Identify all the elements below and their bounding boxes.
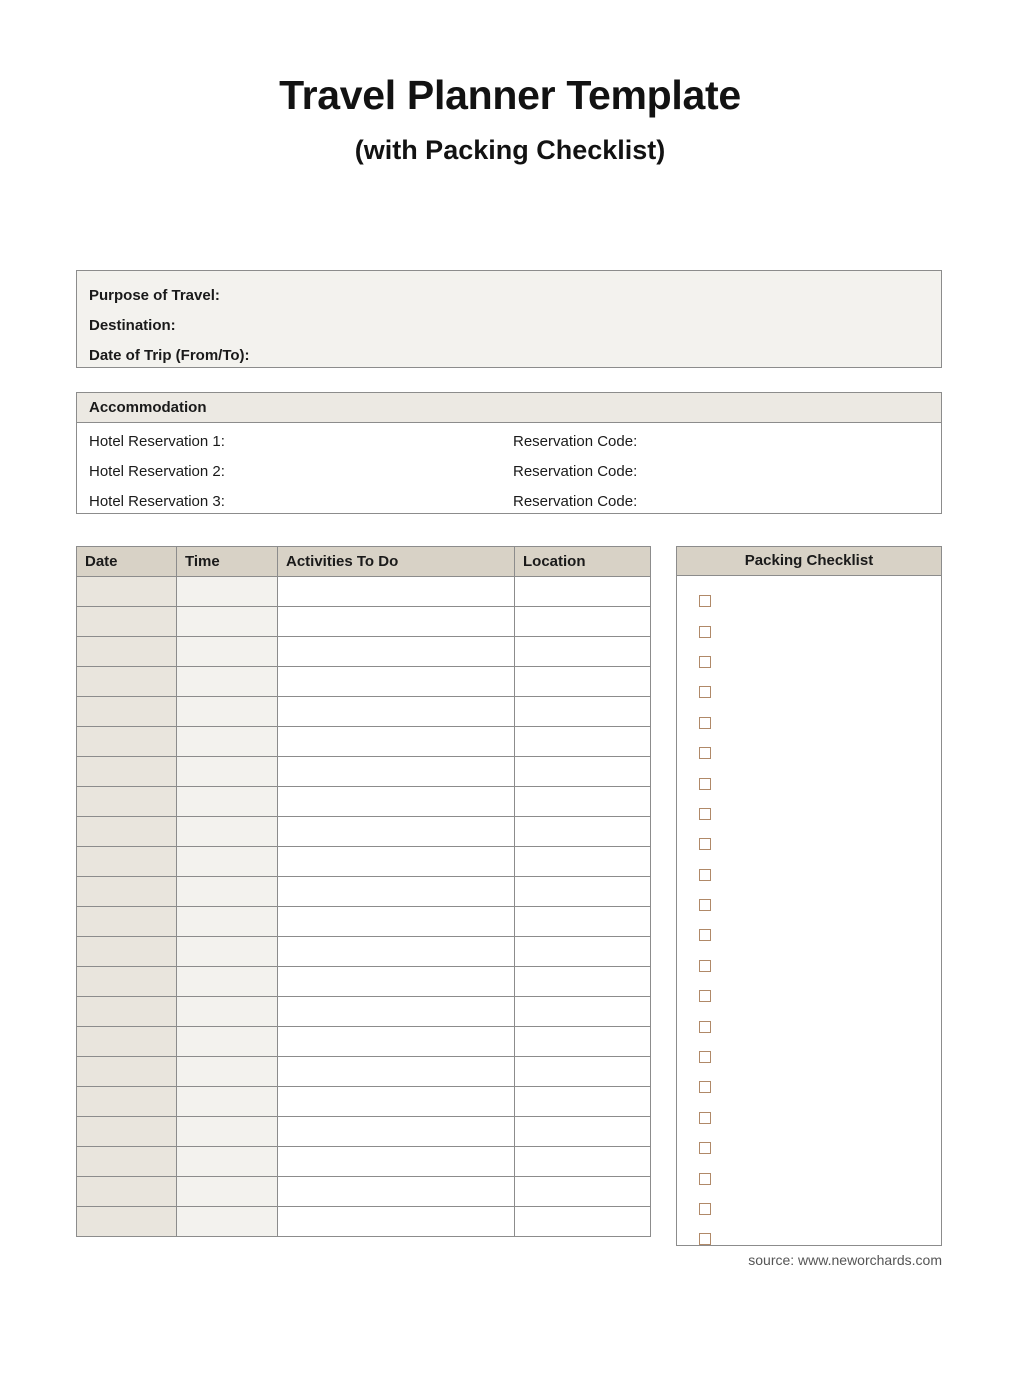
checkbox-icon[interactable] [699, 1233, 711, 1245]
cell-time[interactable] [177, 967, 278, 997]
cell-location[interactable] [515, 667, 651, 697]
cell-date[interactable] [77, 607, 177, 637]
checkbox-icon[interactable] [699, 1173, 711, 1185]
checkbox-icon[interactable] [699, 717, 711, 729]
itinerary-table [76, 546, 651, 1237]
table-row [77, 637, 651, 667]
table-row [77, 727, 651, 757]
list-item[interactable] [699, 829, 941, 859]
list-item[interactable] [699, 860, 941, 890]
list-item[interactable] [699, 768, 941, 798]
cell-activities[interactable] [278, 577, 515, 607]
cell-activities[interactable] [278, 697, 515, 727]
cell-activities[interactable] [278, 1087, 515, 1117]
table-row [77, 1087, 651, 1117]
list-item[interactable] [699, 951, 941, 981]
table-row [77, 817, 651, 847]
document-page [0, 72, 1020, 1392]
checkbox-icon[interactable] [699, 960, 711, 972]
trip-info-row[interactable] [89, 341, 941, 371]
cell-location[interactable] [515, 937, 651, 967]
cell-date[interactable] [77, 577, 177, 607]
cell-activities[interactable] [278, 1057, 515, 1087]
cell-date[interactable] [77, 847, 177, 877]
accommodation-rows [77, 423, 941, 517]
cell-date[interactable] [77, 727, 177, 757]
cell-activities[interactable] [278, 727, 515, 757]
list-item[interactable] [699, 1163, 941, 1193]
cell-time[interactable] [177, 697, 278, 727]
trip-info-box [76, 270, 942, 368]
cell-activities[interactable] [278, 1177, 515, 1207]
checkbox-icon[interactable] [699, 1142, 711, 1154]
list-item[interactable] [699, 647, 941, 677]
cell-time[interactable] [177, 937, 278, 967]
cell-location[interactable] [515, 1177, 651, 1207]
cell-location[interactable] [515, 577, 651, 607]
cell-activities[interactable] [278, 1147, 515, 1177]
cell-date[interactable] [77, 1117, 177, 1147]
cell-time[interactable] [177, 1117, 278, 1147]
checkbox-icon[interactable] [699, 808, 711, 820]
cell-date[interactable] [77, 997, 177, 1027]
column-header-time: Time [177, 547, 278, 577]
table-row [77, 1117, 651, 1147]
checkbox-icon[interactable] [699, 1081, 711, 1093]
cell-date[interactable] [77, 907, 177, 937]
cell-date[interactable] [77, 817, 177, 847]
cell-activities[interactable] [278, 1117, 515, 1147]
list-item[interactable] [699, 1194, 941, 1224]
cell-activities[interactable] [278, 967, 515, 997]
table-row [77, 577, 651, 607]
checkbox-icon[interactable] [699, 1021, 711, 1033]
cell-location[interactable] [515, 697, 651, 727]
list-item[interactable] [699, 1103, 941, 1133]
cell-time[interactable] [177, 877, 278, 907]
reservation-code-2-label: Reservation Code: [513, 463, 638, 480]
list-item[interactable] [699, 1072, 941, 1102]
checkbox-icon[interactable] [699, 899, 711, 911]
cell-activities[interactable] [278, 817, 515, 847]
accommodation-row[interactable] [77, 457, 941, 487]
cell-date[interactable] [77, 1057, 177, 1087]
column-header-location: Location [515, 547, 651, 577]
cell-time[interactable] [177, 1027, 278, 1057]
accommodation-row[interactable] [77, 487, 941, 517]
cell-date[interactable] [77, 877, 177, 907]
cell-activities[interactable] [278, 937, 515, 967]
cell-location[interactable] [515, 997, 651, 1027]
hotel-reservation-2-label: Hotel Reservation 2: [89, 463, 225, 480]
cell-time[interactable] [177, 1057, 278, 1087]
list-item[interactable] [699, 920, 941, 950]
cell-time[interactable] [177, 907, 278, 937]
packing-checklist-heading: Packing Checklist [677, 547, 941, 576]
cell-activities[interactable] [278, 667, 515, 697]
cell-date[interactable] [77, 697, 177, 727]
checkbox-icon[interactable] [699, 626, 711, 638]
table-row [77, 757, 651, 787]
hotel-reservation-1-label: Hotel Reservation 1: [89, 433, 225, 450]
cell-time[interactable] [177, 637, 278, 667]
checkbox-icon[interactable] [699, 747, 711, 759]
cell-location[interactable] [515, 1057, 651, 1087]
cell-activities[interactable] [278, 637, 515, 667]
cell-location[interactable] [515, 1207, 651, 1237]
cell-date[interactable] [77, 1177, 177, 1207]
cell-date[interactable] [77, 937, 177, 967]
packing-checklist-list [677, 576, 941, 1255]
table-row [77, 967, 651, 997]
list-item[interactable] [699, 677, 941, 707]
accommodation-heading: Accommodation [77, 393, 941, 423]
list-item[interactable] [699, 799, 941, 829]
list-item[interactable] [699, 616, 941, 646]
list-item[interactable] [699, 738, 941, 768]
trip-info-row[interactable] [89, 311, 941, 341]
cell-location[interactable] [515, 757, 651, 787]
list-item[interactable] [699, 586, 941, 616]
cell-time[interactable] [177, 1177, 278, 1207]
cell-time[interactable] [177, 1087, 278, 1117]
cell-activities[interactable] [278, 877, 515, 907]
source-credit: source: www.neworchards.com [748, 1252, 942, 1268]
cell-activities[interactable] [278, 847, 515, 877]
checkbox-icon[interactable] [699, 838, 711, 850]
table-row [77, 1147, 651, 1177]
cell-location[interactable] [515, 907, 651, 937]
itinerary-header-row [77, 547, 651, 577]
cell-date[interactable] [77, 1147, 177, 1177]
table-row [77, 1207, 651, 1237]
checkbox-icon[interactable] [699, 778, 711, 790]
reservation-code-1-label: Reservation Code: [513, 433, 638, 450]
list-item[interactable] [699, 981, 941, 1011]
table-row [77, 1027, 651, 1057]
table-row [77, 907, 651, 937]
cell-date[interactable] [77, 967, 177, 997]
table-row [77, 787, 651, 817]
table-row [77, 667, 651, 697]
cell-activities[interactable] [278, 997, 515, 1027]
cell-time[interactable] [177, 847, 278, 877]
checkbox-icon[interactable] [699, 595, 711, 607]
cell-location[interactable] [515, 727, 651, 757]
reservation-code-3-label: Reservation Code: [513, 493, 638, 510]
cell-time[interactable] [177, 727, 278, 757]
cell-date[interactable] [77, 667, 177, 697]
table-row [77, 877, 651, 907]
cell-time[interactable] [177, 1147, 278, 1177]
checkbox-icon[interactable] [699, 869, 711, 881]
table-row [77, 697, 651, 727]
column-header-activities: Activities To Do [278, 547, 515, 577]
cell-activities[interactable] [278, 607, 515, 637]
cell-location[interactable] [515, 847, 651, 877]
checkbox-icon[interactable] [699, 929, 711, 941]
column-header-date: Date [77, 547, 177, 577]
page-title: Travel Planner Template [279, 72, 741, 118]
cell-location[interactable] [515, 1027, 651, 1057]
checkbox-icon[interactable] [699, 1112, 711, 1124]
cell-location[interactable] [515, 1087, 651, 1117]
cell-location[interactable] [515, 787, 651, 817]
checkbox-icon[interactable] [699, 686, 711, 698]
list-item[interactable] [699, 1042, 941, 1072]
cell-time[interactable] [177, 757, 278, 787]
cell-time[interactable] [177, 577, 278, 607]
list-item[interactable] [699, 890, 941, 920]
list-item[interactable] [699, 1133, 941, 1163]
cell-location[interactable] [515, 607, 651, 637]
checkbox-icon[interactable] [699, 1203, 711, 1215]
cell-date[interactable] [77, 1207, 177, 1237]
cell-location[interactable] [515, 877, 651, 907]
cell-location[interactable] [515, 1147, 651, 1177]
cell-time[interactable] [177, 787, 278, 817]
trip-info-label-purpose: Purpose of Travel: [89, 287, 220, 304]
checkbox-icon[interactable] [699, 990, 711, 1002]
cell-time[interactable] [177, 817, 278, 847]
trip-info-label-destination: Destination: [89, 317, 176, 334]
page-subtitle: (with Packing Checklist) [354, 135, 666, 165]
cell-location[interactable] [515, 967, 651, 997]
cell-date[interactable] [77, 1027, 177, 1057]
cell-date[interactable] [77, 757, 177, 787]
itinerary-body [77, 577, 651, 1237]
hotel-reservation-3-label: Hotel Reservation 3: [89, 493, 225, 510]
cell-location[interactable] [515, 637, 651, 667]
cell-time[interactable] [177, 1207, 278, 1237]
table-row [77, 607, 651, 637]
list-item[interactable] [699, 708, 941, 738]
cell-activities[interactable] [278, 787, 515, 817]
checkbox-icon[interactable] [699, 1051, 711, 1063]
accommodation-box [76, 392, 942, 514]
table-row [77, 1177, 651, 1207]
trip-info-label-dates: Date of Trip (From/To): [89, 347, 250, 364]
accommodation-row[interactable] [77, 427, 941, 457]
table-row [77, 937, 651, 967]
cell-time[interactable] [177, 997, 278, 1027]
cell-activities[interactable] [278, 907, 515, 937]
cell-location[interactable] [515, 817, 651, 847]
cell-activities[interactable] [278, 757, 515, 787]
cell-activities[interactable] [278, 1207, 515, 1237]
packing-checklist-box [676, 546, 942, 1246]
table-row [77, 1057, 651, 1087]
cell-date[interactable] [77, 787, 177, 817]
cell-date[interactable] [77, 1087, 177, 1117]
list-item[interactable] [699, 1011, 941, 1041]
cell-activities[interactable] [278, 1027, 515, 1057]
table-row [77, 847, 651, 877]
cell-time[interactable] [177, 607, 278, 637]
cell-date[interactable] [77, 637, 177, 667]
list-item[interactable] [699, 1224, 941, 1254]
checkbox-icon[interactable] [699, 656, 711, 668]
cell-location[interactable] [515, 1117, 651, 1147]
table-row [77, 997, 651, 1027]
cell-time[interactable] [177, 667, 278, 697]
trip-info-row[interactable] [89, 281, 941, 311]
